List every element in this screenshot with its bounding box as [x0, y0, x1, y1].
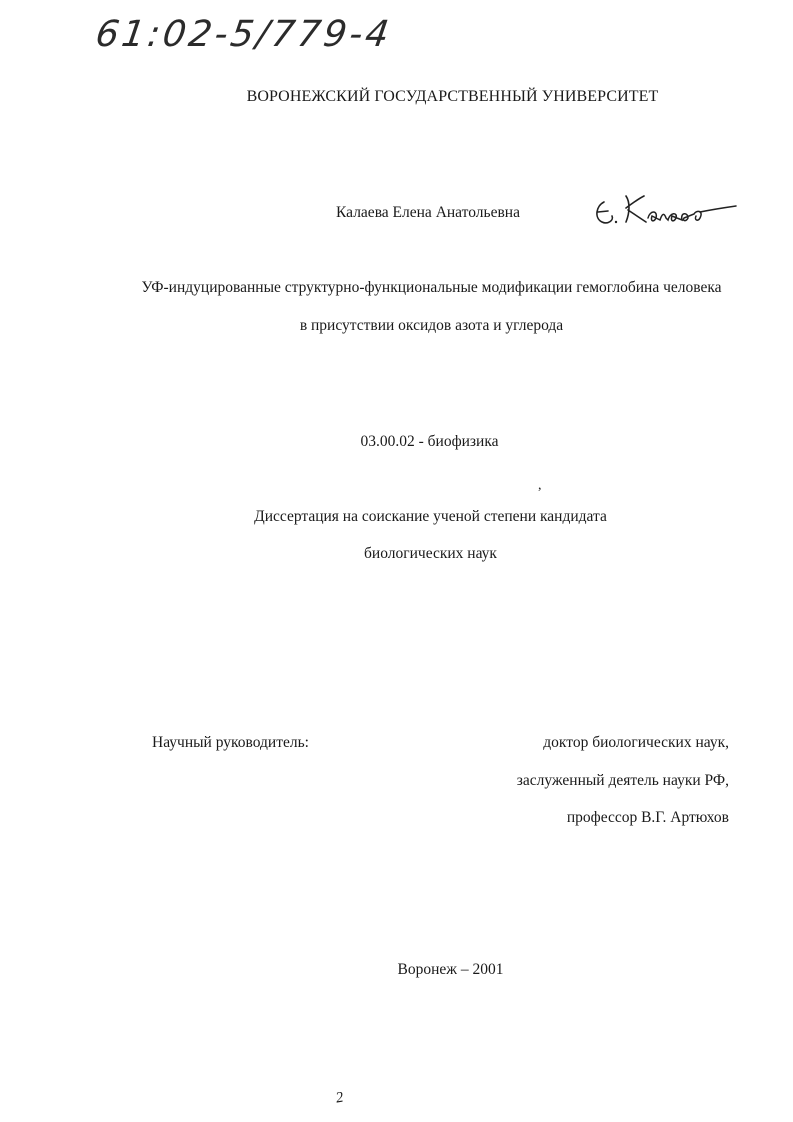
- supervisor-label: Научный руководитель:: [152, 734, 309, 751]
- archive-code-handwritten: 61:02-5/779-4: [93, 14, 395, 55]
- author-name: Калаева Елена Анатольевна: [336, 204, 520, 221]
- university-name: ВОРОНЕЖСКИЙ ГОСУДАРСТВЕННЫЙ УНИВЕРСИТЕТ: [246, 88, 659, 105]
- place-and-year: Воронеж – 2001: [397, 961, 504, 978]
- author-signature: [590, 188, 740, 233]
- specialty-code: 03.00.02 - биофизика: [360, 433, 499, 450]
- page-number: 2: [334, 1089, 345, 1107]
- dissertation-title-line-2: в присутствии оксидов азота и углерода: [299, 317, 564, 334]
- stray-mark: ,: [538, 478, 542, 493]
- supervisor-name: профессор В.Г. Артюхов: [566, 809, 729, 826]
- degree-line-1: Диссертация на соискание ученой степени кандидата: [254, 508, 607, 525]
- dissertation-title-line-1: УФ-индуцированные структурно-функциональные модификации гемоглобина человека: [141, 279, 722, 296]
- supervisor-degree: доктор биологических наук,: [543, 734, 729, 751]
- degree-line-2: биологических наук: [364, 545, 497, 562]
- supervisor-honor: заслуженный деятель науки РФ,: [516, 772, 729, 789]
